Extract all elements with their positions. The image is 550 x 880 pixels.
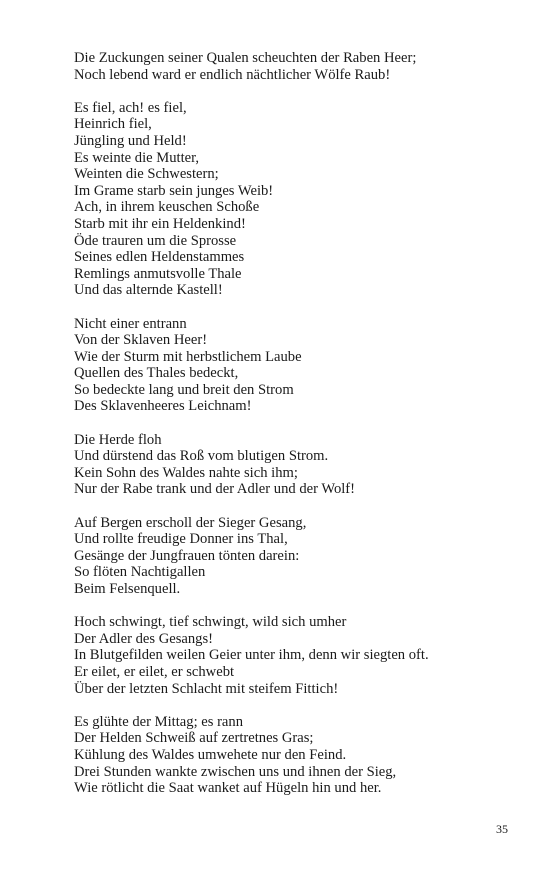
- poem-line: Remlings anmutsvolle Thale: [74, 265, 242, 282]
- stanza: [74, 714, 534, 797]
- poem-line: Nur der Rabe trank und der Adler und der Wolf!: [74, 481, 356, 498]
- poem-line: Auf Bergen erscholl der Sieger Gesang,: [74, 514, 307, 531]
- poem-line: Ach, in ihrem keuschen Schoße: [74, 199, 260, 216]
- poem-line: So bedeckte lang und breit den Strom: [74, 381, 294, 398]
- page-number: 35: [496, 822, 508, 836]
- poem-line: Es glühte der Mittag; es rann: [74, 713, 244, 730]
- poem-line: Starb mit ihr ein Heldenkind!: [74, 215, 246, 232]
- poem-text: [74, 50, 534, 813]
- stanza: [74, 515, 534, 598]
- stanza: [74, 432, 534, 498]
- poem-line: Von der Sklaven Heer!: [74, 332, 208, 349]
- poem-line: Es weinte die Mutter,: [74, 149, 200, 166]
- poem-line: Er eilet, er eilet, er schwebt: [74, 663, 235, 680]
- poem-line: Und das alternde Kastell!: [74, 282, 223, 299]
- poem-line: Seines edlen Heldenstammes: [74, 249, 245, 266]
- poem-line: Wie rötlicht die Saat wanket auf Hügeln hin und her.: [74, 780, 382, 797]
- poem-line: Und rollte freudige Donner ins Thal,: [74, 531, 288, 548]
- poem-line: Der Helden Schweiß auf zertretnes Gras;: [74, 730, 314, 747]
- poem-line: So flöten Nachtigallen: [74, 564, 206, 581]
- poem-line: Nicht einer entrann: [74, 315, 187, 332]
- poem-line: Öde trauren um die Sprosse: [74, 232, 237, 249]
- poem-line: Und dürstend das Roß vom blutigen Strom.: [74, 448, 329, 465]
- stanza: [74, 100, 534, 299]
- poem-line: In Blutgefilden weilen Geier unter ihm, denn wir siegten oft.: [74, 647, 429, 664]
- poem-line: Der Adler des Gesangs!: [74, 630, 214, 647]
- stanza: [74, 614, 534, 697]
- poem-line: Wie der Sturm mit herbstlichem Laube: [74, 348, 302, 365]
- stanza: [74, 50, 534, 83]
- poem-line: Heinrich fiel,: [74, 116, 152, 133]
- poem-line: Hoch schwingt, tief schwingt, wild sich umher: [74, 614, 347, 631]
- poem-line: Die Herde floh: [74, 431, 162, 448]
- stanza: [74, 316, 534, 416]
- poem-line: Die Zuckungen seiner Qualen scheuchten der Raben Heer;: [74, 50, 417, 66]
- poem-line: Des Sklavenheeres Leichnam!: [74, 398, 252, 415]
- poem-line: Weinten die Schwestern;: [74, 166, 219, 183]
- poem-line: Gesänge der Jungfrauen tönten darein:: [74, 547, 300, 564]
- poem-line: Kein Sohn des Waldes nahte sich ihm;: [74, 464, 298, 481]
- poem-line: Es fiel, ach! es fiel,: [74, 99, 187, 116]
- poem-line: Drei Stunden wankte zwischen uns und ihnen der Sieg,: [74, 763, 397, 780]
- poem-line: Beim Felsenquell.: [74, 581, 181, 597]
- poem-line: Jüngling und Held!: [74, 132, 187, 149]
- poem-line: Quellen des Thales bedeckt,: [74, 365, 239, 382]
- poem-line: Kühlung des Waldes umwehete nur den Feind.: [74, 746, 347, 763]
- poem-line: Im Grame starb sein junges Weib!: [74, 182, 274, 199]
- poem-line: Noch lebend ward er endlich nächtlicher Wölfe Raub!: [74, 66, 391, 83]
- poem-line: Über der letzten Schlacht mit steifem Fittich!: [74, 680, 339, 697]
